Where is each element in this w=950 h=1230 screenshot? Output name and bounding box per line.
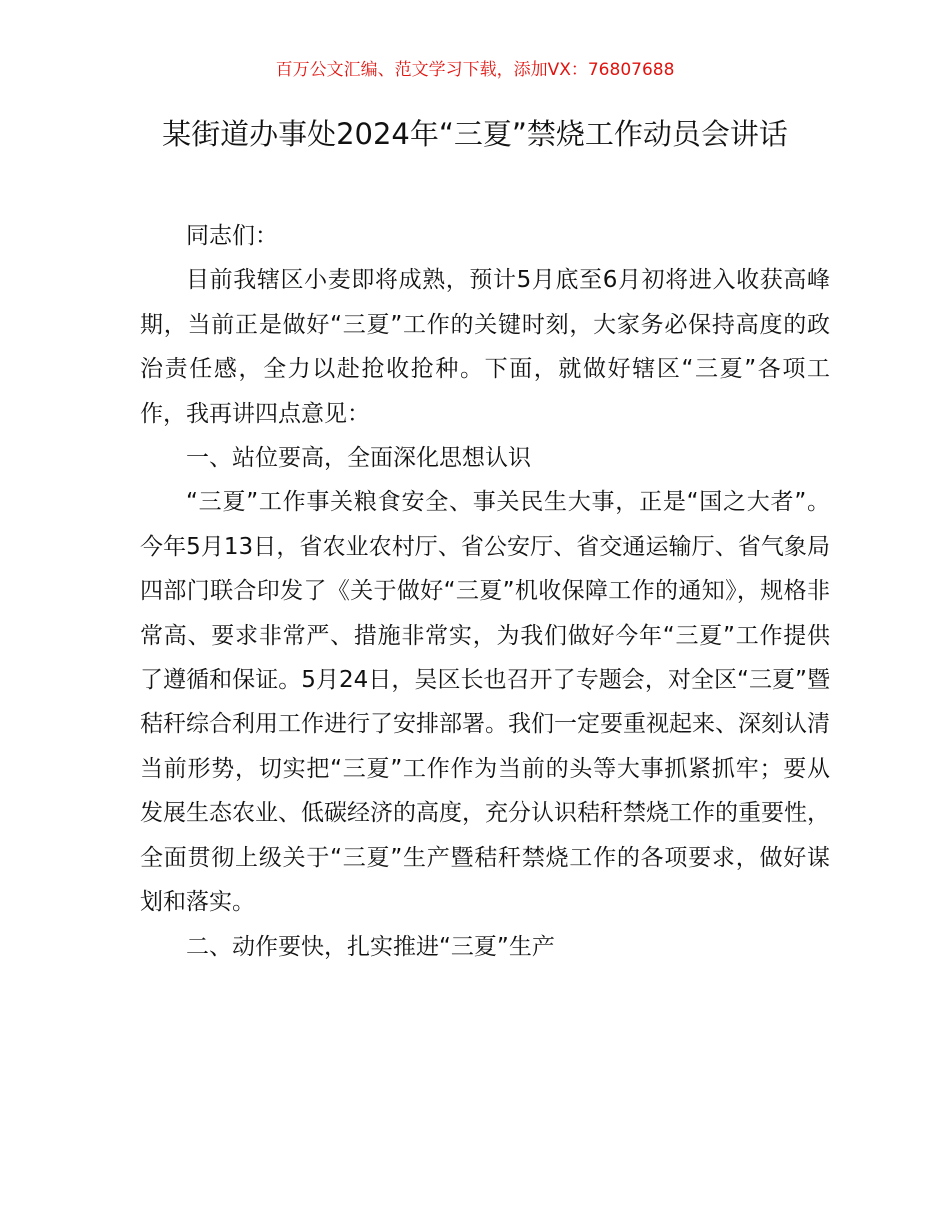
paragraph-intro: 目前我辖区小麦即将成熟，预计5月底至6月初将进入收获高峰期，当前正是做好“三夏”工作的关键时刻，大家务必保持高度的政治责任感，全力以赴抢收抢种。下面，就做好辖区“三夏”各项工作，我再讲四点意见： [140, 267, 830, 427]
paragraph-section-1: “三夏”工作事关粮食安全、事关民生大事，正是“国之大者”。今年5月13日，省农业农村厅、省公安厅、省交通运输厅、省气象局四部门联合印发了《关于做好“三夏”机收保障工作的通知》，规格非常高、要求非常严、措施非常实，为我们做好今年“三夏”工作提供了遵循和保证。5月24日，吴区长也召开了专题会，对全区“三夏”暨秸秆综合利用工作进行了安排部署。我们一定要重视起来、深刻认清当前形势，切实把“三夏”工作作为当前的头等大事抓紧抓牢；要从发展生态农业、低碳经济的高度，充分认识秸秆禁烧工作的重要性，全面贯彻上级关于“三夏”生产暨秸秆禁烧工作的各项要求，做好谋划和落实。 [140, 489, 830, 916]
document-body [140, 214, 830, 969]
section-heading-2: 二、动作要快，扎实推进“三夏”生产 [186, 933, 555, 960]
document-title: 某街道办事处2024年“三夏”禁烧工作动员会讲话 [162, 117, 788, 151]
salutation: 同志们： [186, 223, 278, 249]
section-heading-1: 一、站位要高，全面深化思想认识 [186, 445, 531, 472]
header-banner: 百万公文汇编、范文学习下载，添加VX：76807688 [275, 60, 675, 80]
